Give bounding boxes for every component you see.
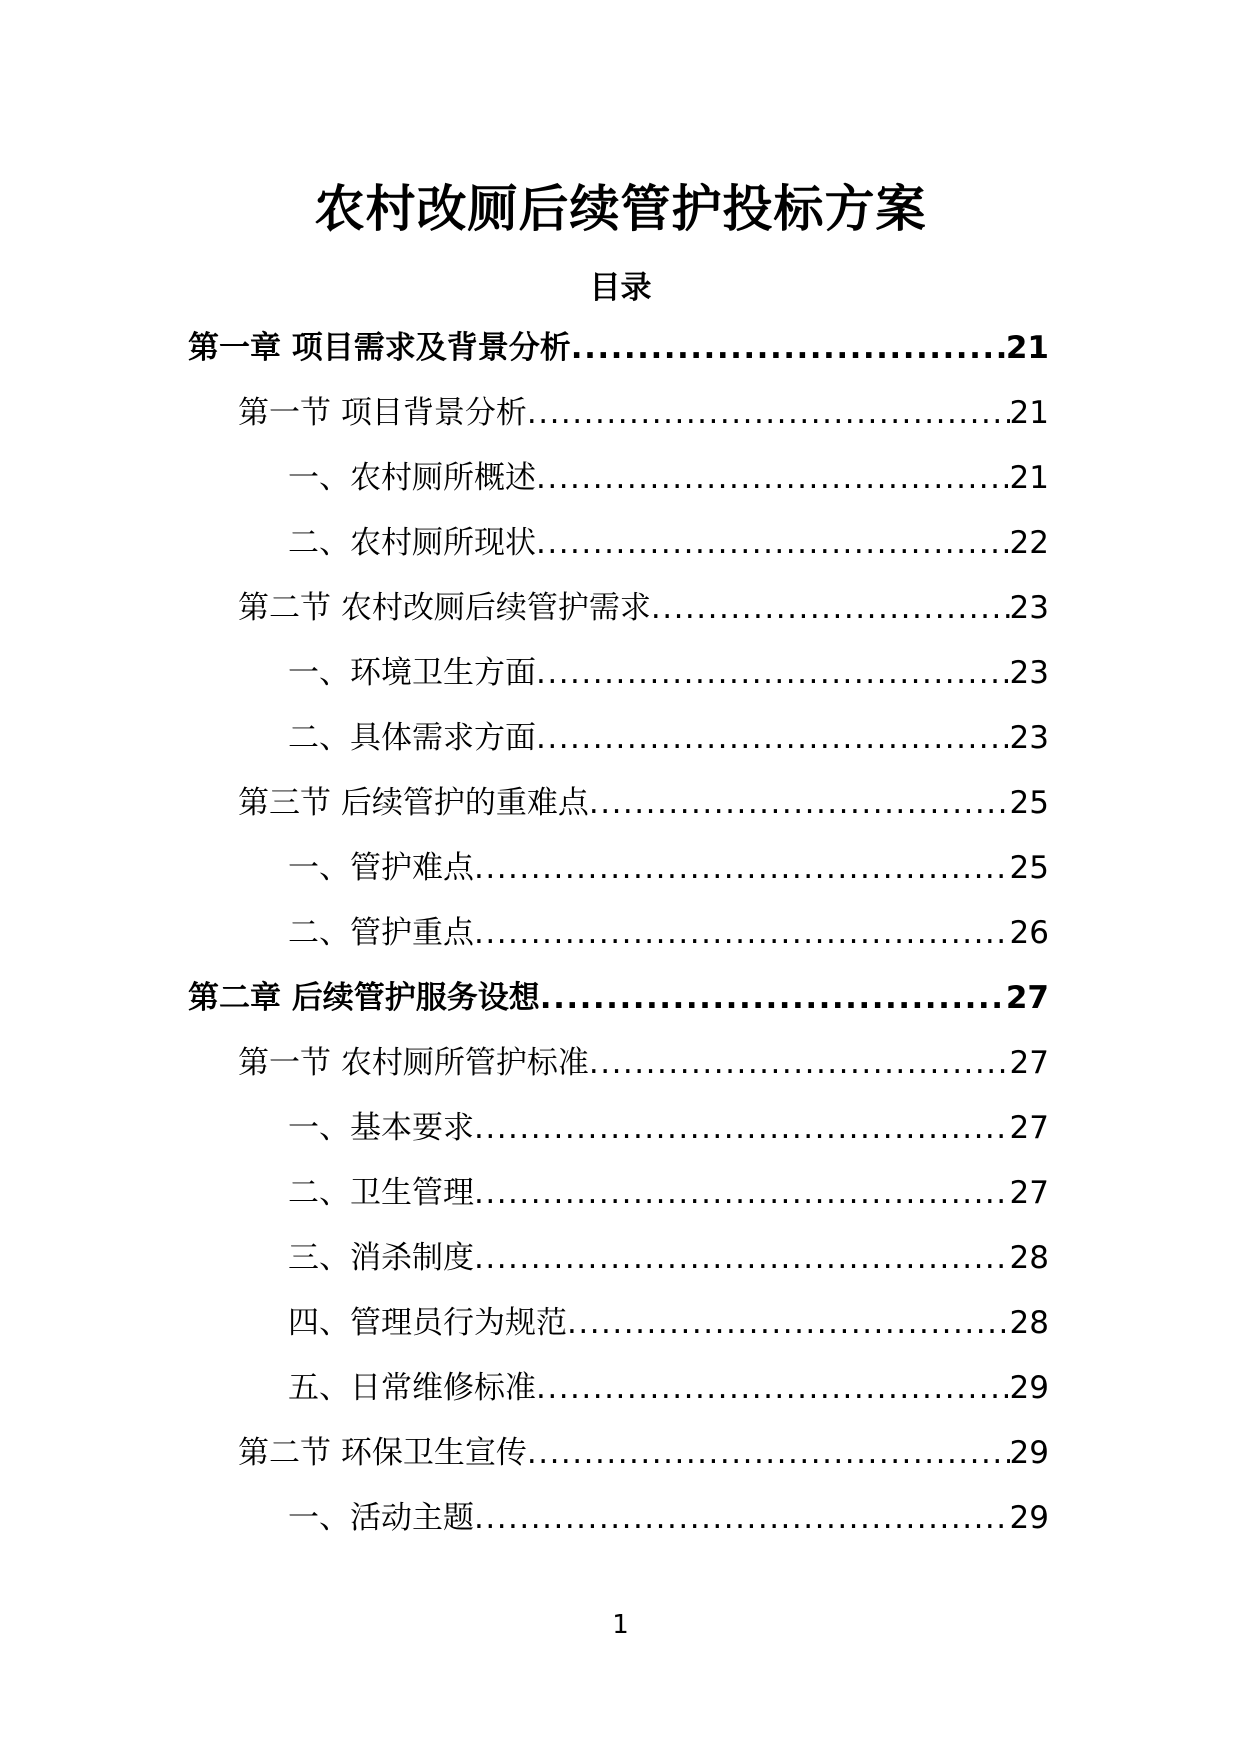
toc-entry[interactable] — [288, 913, 1049, 978]
toc-leader-dots — [527, 393, 1010, 433]
toc-entry-page: 28 — [1009, 1305, 1049, 1341]
toc-entry[interactable] — [288, 1368, 1049, 1433]
toc-entry[interactable] — [288, 458, 1049, 523]
toc-leader-dots — [589, 1043, 1010, 1083]
toc-leader-dots — [589, 783, 1010, 823]
toc-entry-page: 23 — [1009, 720, 1049, 756]
toc-entry-label: 一、环境卫生方面 — [288, 655, 536, 691]
toc-leader-dots — [536, 458, 1010, 498]
toc-entry-page: 27 — [1009, 1175, 1049, 1211]
toc-entry-label: 五、日常维修标准 — [288, 1370, 536, 1406]
toc-entry-page: 22 — [1009, 525, 1049, 561]
toc-entry[interactable] — [288, 1108, 1049, 1173]
toc-entry-page: 21 — [1005, 330, 1049, 366]
toc-entry[interactable] — [238, 783, 1049, 848]
toc-entry[interactable] — [288, 1303, 1049, 1368]
toc-leader-dots — [527, 1433, 1010, 1473]
table-of-contents — [0, 328, 1241, 1563]
toc-entry-label: 一、农村厕所概述 — [288, 460, 536, 496]
toc-entry-label: 二、卫生管理 — [288, 1175, 474, 1211]
toc-entry-page: 26 — [1009, 915, 1049, 951]
toc-entry-label: 第二节 环保卫生宣传 — [238, 1435, 527, 1471]
toc-entry-page: 29 — [1009, 1435, 1049, 1471]
toc-entry[interactable] — [288, 653, 1049, 718]
toc-leader-dots — [536, 718, 1010, 758]
toc-entry-label: 第三节 后续管护的重难点 — [238, 785, 589, 821]
toc-leader-dots — [567, 1303, 1010, 1343]
toc-entry-page: 27 — [1005, 980, 1049, 1016]
toc-entry-label: 二、农村厕所现状 — [288, 525, 536, 561]
toc-entry[interactable] — [288, 1238, 1049, 1303]
toc-entry-page: 28 — [1009, 1240, 1049, 1276]
toc-leader-dots — [536, 523, 1010, 563]
toc-entry[interactable] — [288, 1173, 1049, 1238]
toc-leader-dots — [474, 848, 1010, 888]
toc-leader-dots — [474, 913, 1010, 953]
page-number: 1 — [612, 1610, 629, 1640]
toc-entry-label: 三、消杀制度 — [288, 1240, 474, 1276]
toc-entry-page: 27 — [1009, 1110, 1049, 1146]
toc-entry-label: 第二节 农村改厕后续管护需求 — [238, 590, 651, 626]
toc-leader-dots — [651, 588, 1010, 628]
toc-entry[interactable] — [288, 848, 1049, 913]
toc-entry-label: 第一节 农村厕所管护标准 — [238, 1045, 589, 1081]
toc-entry-label: 二、具体需求方面 — [288, 720, 536, 756]
toc-leader-dots — [536, 1368, 1010, 1408]
toc-entry-page: 23 — [1009, 655, 1049, 691]
toc-entry-label: 二、管护重点 — [288, 915, 474, 951]
document-title: 农村改厕后续管护投标方案 — [314, 180, 927, 238]
toc-entry-label: 第一节 项目背景分析 — [238, 395, 527, 431]
toc-entry-label: 第二章 后续管护服务设想 — [188, 980, 540, 1016]
toc-leader-dots — [536, 653, 1010, 693]
toc-leader-dots — [571, 328, 1006, 368]
toc-entry-page: 29 — [1009, 1370, 1049, 1406]
toc-entry-page: 27 — [1009, 1045, 1049, 1081]
toc-entry-label: 一、基本要求 — [288, 1110, 474, 1146]
toc-entry[interactable] — [238, 1043, 1049, 1108]
toc-entry-page: 21 — [1009, 395, 1049, 431]
toc-entry-page: 25 — [1009, 850, 1049, 886]
toc-entry-page: 29 — [1009, 1500, 1049, 1536]
toc-entry[interactable] — [238, 588, 1049, 653]
toc-leader-dots — [474, 1173, 1010, 1213]
toc-entry[interactable] — [188, 328, 1049, 393]
toc-entry-label: 一、管护难点 — [288, 850, 474, 886]
toc-entry-page: 21 — [1009, 460, 1049, 496]
toc-entry[interactable] — [188, 978, 1049, 1043]
toc-entry-label: 四、管理员行为规范 — [288, 1305, 567, 1341]
toc-leader-dots — [540, 978, 1006, 1018]
toc-entry[interactable] — [238, 1433, 1049, 1498]
toc-leader-dots — [474, 1498, 1010, 1538]
toc-entry[interactable] — [288, 1498, 1049, 1563]
toc-entry[interactable] — [238, 393, 1049, 458]
toc-leader-dots — [474, 1238, 1010, 1278]
toc-entry-label: 一、活动主题 — [288, 1500, 474, 1536]
toc-entry[interactable] — [288, 718, 1049, 783]
toc-entry[interactable] — [288, 523, 1049, 588]
toc-heading: 目录 — [589, 270, 652, 306]
toc-entry-label: 第一章 项目需求及背景分析 — [188, 330, 571, 366]
toc-leader-dots — [474, 1108, 1010, 1148]
toc-entry-page: 23 — [1009, 590, 1049, 626]
toc-entry-page: 25 — [1009, 785, 1049, 821]
